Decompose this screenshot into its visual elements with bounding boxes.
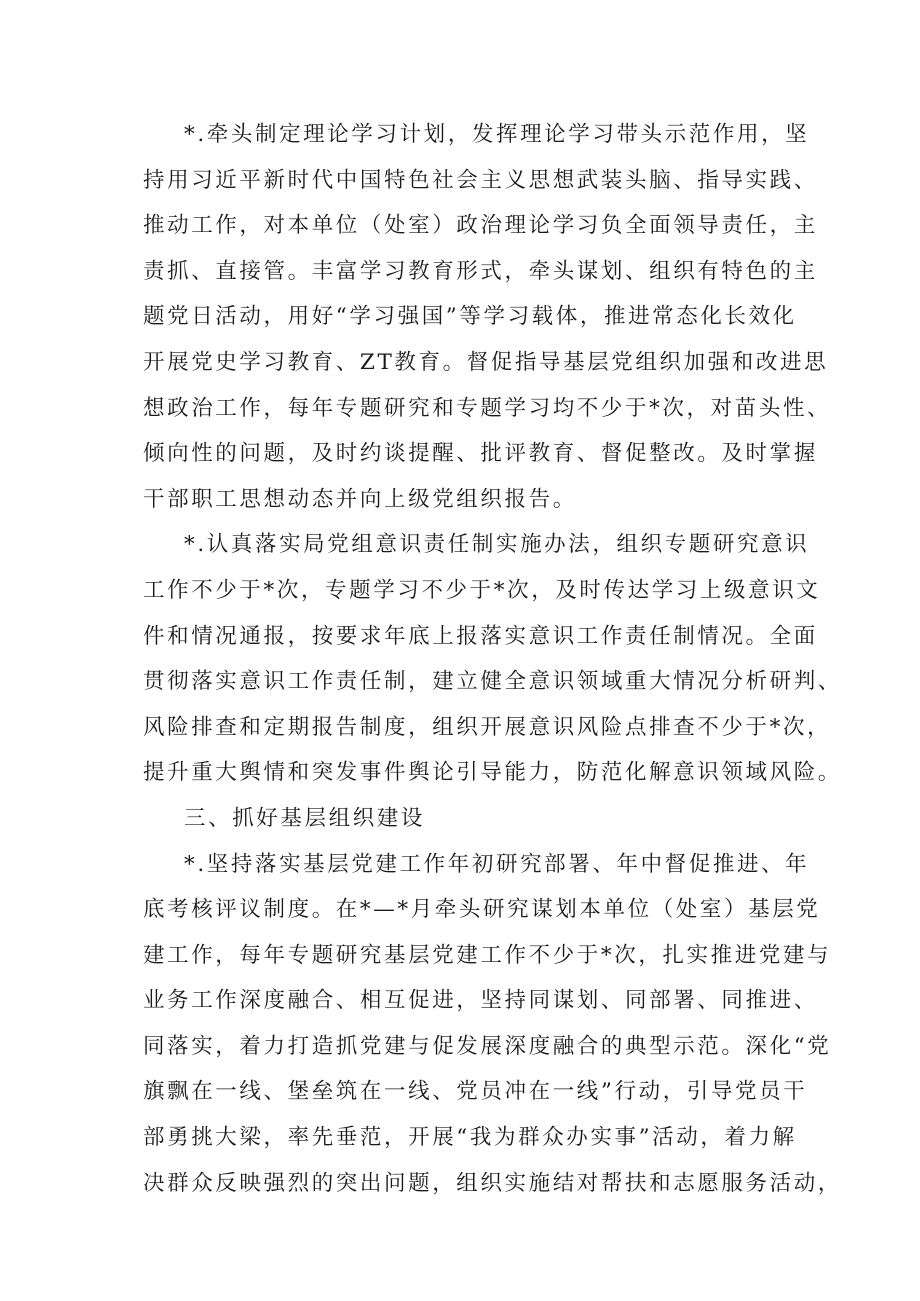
- text-line: 开展党史学习教育、ZT教育。督促指导基层党组织加强和改进思: [143, 349, 829, 375]
- text-line: 底考核评议制度。在*—*月牵头研究谋划本单位（处室）基层党: [143, 897, 821, 923]
- text-line: 贯彻落实意识工作责任制，建立健全意识领域重大情况分析研判、: [143, 669, 842, 695]
- document-body: [143, 112, 842, 1206]
- text-line: 持用习近平新时代中国特色社会主义思想武装头脑、指导实践、: [143, 167, 818, 193]
- text-line: *.牵头制定理论学习计划，发挥理论学习带头示范作用，坚: [184, 122, 810, 147]
- text-line: 部勇挑大梁，率先垂范，开展“我为群众办实事”活动，着力解: [143, 1125, 797, 1151]
- text-line: 业务工作深度融合、相互促进，坚持同谋划、同部署、同推进、: [143, 988, 818, 1014]
- text-line: 风险排查和定期报告制度，组织开展意识风险点排查不少于*次，: [143, 714, 832, 740]
- text-line: 件和情况通报，按要求年底上报落实意识工作责任制情况。全面: [143, 623, 818, 649]
- text-line: 同落实，着力打造抓党建与促发展深度融合的典型示范。深化“党: [143, 1033, 832, 1059]
- text-line: 推动工作，对本单位（处室）政治理论学习负全面领导责任，主: [143, 213, 818, 239]
- text-line: 倾向性的问题，及时约谈提醒、批评教育、督促整改。及时掌握: [143, 441, 818, 467]
- text-line: 想政治工作，每年专题研究和专题学习均不少于*次，对苗头性、: [143, 395, 832, 421]
- section-heading: 三、抓好基层组织建设: [184, 805, 426, 831]
- text-line: *.认真落实局党组意识责任制实施办法，组织专题研究意识: [184, 532, 810, 558]
- text-line: 题党日活动，用好“学习强国”等学习载体，推进常态化长效化: [143, 304, 797, 330]
- text-line: 决群众反映强烈的突出问题，组织实施结对帮扶和志愿服务活动，: [143, 1170, 842, 1196]
- text-line: 旗飘在一线、堡垒筑在一线、党员冲在一线”行动，引导党员干: [143, 1079, 808, 1105]
- text-line: 责抓、直接管。丰富学习教育形式，牵头谋划、组织有特色的主: [143, 258, 818, 284]
- text-line: *.坚持落实基层党建工作年初研究部署、年中督促推进、年: [184, 851, 810, 877]
- text-line: 干部职工思想动态并向上级党组织报告。: [143, 486, 577, 512]
- text-line: 建工作，每年专题研究基层党建工作不少于*次，扎实推进党建与: [143, 942, 832, 968]
- text-line: 工作不少于*次，专题学习不少于*次，及时传达学习上级意识文: [143, 577, 821, 603]
- text-line: 提升重大舆情和突发事件舆论引导能力，防范化解意识领域风险。: [143, 760, 842, 786]
